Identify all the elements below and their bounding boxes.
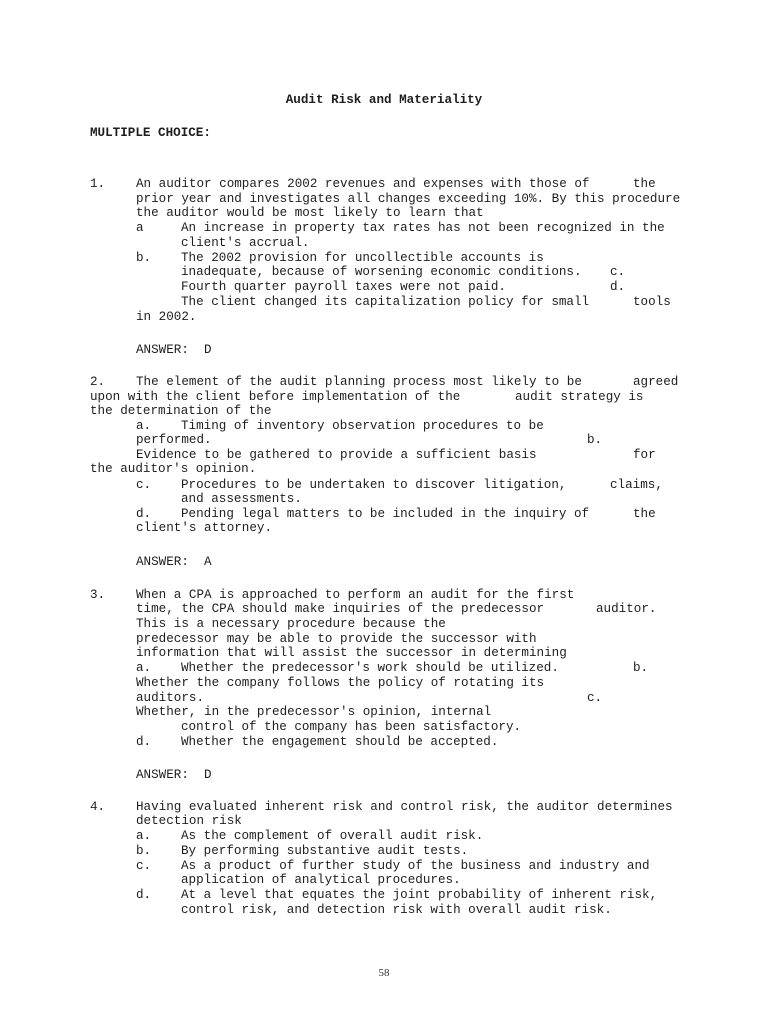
section-heading: MULTIPLE CHOICE: <box>90 126 211 140</box>
question-stem-word: auditor. <box>596 602 657 616</box>
option-text: in 2002. <box>136 310 197 324</box>
question-stem-word: agreed <box>633 375 679 389</box>
option-label: b. <box>136 251 152 265</box>
option-text: control risk, and detection risk with overall audit risk. <box>181 903 612 917</box>
option-text-word: the <box>633 507 656 521</box>
option-text: Fourth quarter payroll taxes were not paid. <box>181 280 506 294</box>
question-stem-line: upon with the client before implementation of the <box>90 390 461 404</box>
question-stem-line: the auditor would be most likely to learn that <box>136 206 484 220</box>
option-text-word: tools <box>633 295 671 309</box>
question-stem-line: time, the CPA should make inquiries of the predecessor <box>136 602 545 616</box>
option-text: As a product of further study of the business and industry and <box>181 859 650 873</box>
option-text: At a level that equates the joint probability of inherent risk, <box>181 888 658 902</box>
option-text: auditors. <box>136 691 205 705</box>
question-number: 4. <box>90 800 106 814</box>
question-stem-word: the <box>633 177 656 191</box>
question-stem-line: predecessor may be able to provide the successor with <box>136 632 537 646</box>
option-text: Pending legal matters to be included in the inquiry of <box>181 507 590 521</box>
option-text-word: for <box>633 448 656 462</box>
question-stem-line: prior year and investigates all changes exceeding 10%. By this procedure <box>136 192 681 206</box>
answer-line: ANSWER: D <box>136 768 212 782</box>
option-text: Whether the predecessor's work should be utilized. <box>181 661 559 675</box>
option-text: performed. <box>136 433 212 447</box>
page-title: Audit Risk and Materiality <box>285 93 483 107</box>
question-stem-line: information that will assist the successor in determining <box>136 646 567 660</box>
option-text: Evidence to be gathered to provide a sufficient basis <box>136 448 537 462</box>
option-label: a <box>136 221 144 235</box>
option-label: c. <box>587 691 603 705</box>
answer-line: ANSWER: A <box>136 555 212 569</box>
option-text: The client changed its capitalization policy for small <box>181 295 590 309</box>
option-text: An increase in property tax rates has not been recognized in the <box>181 221 665 235</box>
option-label: d. <box>136 888 152 902</box>
question-stem-words: audit strategy is <box>515 390 644 404</box>
page-number: 58 <box>378 967 390 979</box>
option-label: b. <box>587 433 603 447</box>
option-text: By performing substantive audit tests. <box>181 844 469 858</box>
option-text: control of the company has been satisfactory. <box>181 720 522 734</box>
option-text: Whether the engagement should be accepted. <box>181 735 499 749</box>
option-label: d. <box>610 280 626 294</box>
option-text: client's attorney. <box>136 521 273 535</box>
option-label: d. <box>136 735 152 749</box>
option-label: d. <box>136 507 152 521</box>
question-number: 1. <box>90 177 106 191</box>
question-stem-line: The element of the audit planning process most likely to be <box>136 375 582 389</box>
option-text: As the complement of overall audit risk. <box>181 829 484 843</box>
question-number: 2. <box>90 375 106 389</box>
option-text: Procedures to be undertaken to discover litigation, <box>181 478 567 492</box>
question-stem-line: An auditor compares 2002 revenues and expenses with those of <box>136 177 590 191</box>
option-label: c. <box>136 478 152 492</box>
option-text: and assessments. <box>181 492 302 506</box>
option-text: The 2002 provision for uncollectible accounts is <box>181 251 544 265</box>
option-text: the auditor's opinion. <box>90 462 257 476</box>
option-label: c. <box>610 265 626 279</box>
option-text: Whether, in the predecessor's opinion, internal <box>136 705 492 719</box>
answer-line: ANSWER: D <box>136 343 212 357</box>
option-label: b. <box>136 844 152 858</box>
option-text: Timing of inventory observation procedures to be <box>181 419 544 433</box>
option-text-word: claims, <box>610 478 663 492</box>
question-stem-line: This is a necessary procedure because the <box>136 617 446 631</box>
question-stem-line: the determination of the <box>90 404 272 418</box>
option-text: Whether the company follows the policy of rotating its <box>136 676 545 690</box>
question-number: 3. <box>90 588 106 602</box>
option-label: c. <box>136 859 152 873</box>
option-text: inadequate, because of worsening economic conditions. <box>181 265 582 279</box>
question-stem-line: Having evaluated inherent risk and control risk, the auditor determines <box>136 800 673 814</box>
question-stem-line: detection risk <box>136 814 242 828</box>
option-label: a. <box>136 419 152 433</box>
option-text: client's accrual. <box>181 236 310 250</box>
option-label: a. <box>136 661 152 675</box>
option-label: a. <box>136 829 152 843</box>
option-text: application of analytical procedures. <box>181 873 461 887</box>
option-label: b. <box>633 661 649 675</box>
question-stem-line: When a CPA is approached to perform an audit for the first <box>136 588 575 602</box>
